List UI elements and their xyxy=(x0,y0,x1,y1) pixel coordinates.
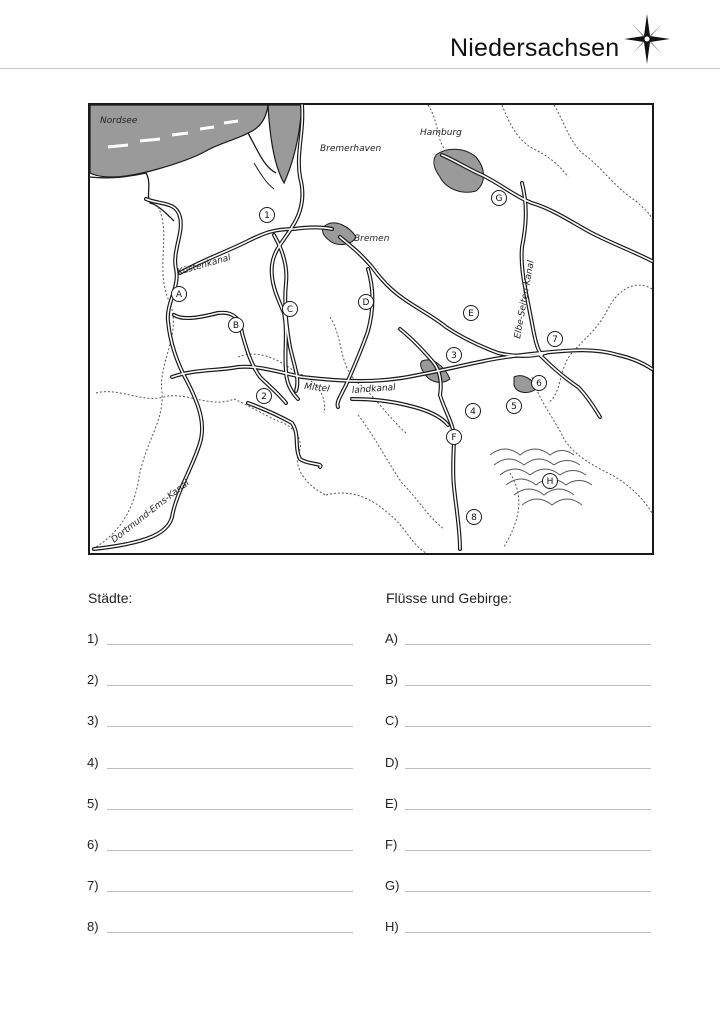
river-row xyxy=(385,919,651,939)
city-row xyxy=(87,755,353,775)
river-answer-line[interactable] xyxy=(405,891,651,892)
city-answer-line[interactable] xyxy=(107,685,353,686)
map-niedersachsen xyxy=(88,103,654,555)
city-answer-line[interactable] xyxy=(107,809,353,810)
compass-rose-icon xyxy=(622,12,672,66)
river-row xyxy=(385,713,651,733)
river-label: G) xyxy=(385,878,400,894)
marker-A xyxy=(172,287,187,302)
label-elbe-seiten-kanal: Elbe-Seiten-Kanal xyxy=(513,259,537,340)
river-label: C) xyxy=(385,713,399,729)
marker-1 xyxy=(260,208,275,223)
svg-text:8: 8 xyxy=(471,513,477,523)
city-answer-line[interactable] xyxy=(107,644,353,645)
city-label: 5) xyxy=(87,795,99,811)
svg-text:A: A xyxy=(175,290,183,300)
label-nordsee: Nordsee xyxy=(100,116,138,126)
page-title: Niedersachsen xyxy=(450,34,620,62)
river-label: D) xyxy=(385,754,399,770)
label-bremen: Bremen xyxy=(354,234,390,244)
city-row xyxy=(87,796,353,816)
rivers-heading: Flüsse und Gebirge: xyxy=(386,590,513,606)
svg-text:2: 2 xyxy=(261,392,267,402)
river-row xyxy=(385,755,651,775)
river-row xyxy=(385,631,651,651)
marker-G xyxy=(492,191,507,206)
svg-text:F: F xyxy=(451,433,457,443)
svg-text:1: 1 xyxy=(264,211,270,221)
svg-text:5: 5 xyxy=(511,402,517,412)
label-mittellandkanal-2: landkanal xyxy=(351,382,396,396)
city-row xyxy=(87,878,353,898)
svg-text:6: 6 xyxy=(536,379,542,389)
river-label: F) xyxy=(385,837,398,852)
city-label: 7) xyxy=(87,878,99,894)
city-label: 3) xyxy=(87,713,99,729)
city-answer-line[interactable] xyxy=(107,932,353,933)
river-answer-line[interactable] xyxy=(405,932,651,933)
marker-8 xyxy=(467,510,482,525)
marker-D xyxy=(359,295,374,310)
svg-text:B: B xyxy=(232,321,240,331)
city-row xyxy=(87,919,353,939)
city-row xyxy=(87,713,353,733)
river-answer-line[interactable] xyxy=(405,768,651,769)
marker-H xyxy=(543,474,558,489)
river-row xyxy=(385,837,651,857)
label-kuestenkanal: Küstenkanal xyxy=(176,253,232,278)
marker-2 xyxy=(257,389,272,404)
river-answer-line[interactable] xyxy=(405,685,651,686)
marker-F xyxy=(447,430,462,445)
river-label: E) xyxy=(385,795,398,811)
marker-C xyxy=(283,302,298,317)
svg-text:E: E xyxy=(468,309,474,319)
city-answer-line[interactable] xyxy=(107,850,353,851)
city-row xyxy=(87,631,353,651)
river-label: H) xyxy=(385,919,399,935)
city-label: 8) xyxy=(87,919,99,935)
river-answer-line[interactable] xyxy=(405,644,651,645)
city-label: 4) xyxy=(87,754,99,770)
label-hamburg: Hamburg xyxy=(420,128,462,138)
river-answer-line[interactable] xyxy=(405,809,651,810)
city-row xyxy=(87,672,353,692)
marker-6 xyxy=(532,376,547,391)
svg-text:C: C xyxy=(286,305,294,315)
svg-text:4: 4 xyxy=(470,407,476,417)
river-row xyxy=(385,878,651,898)
city-label: 2) xyxy=(87,672,99,688)
city-answer-line[interactable] xyxy=(107,891,353,892)
svg-text:H: H xyxy=(546,477,554,487)
marker-7 xyxy=(548,332,563,347)
river-answer-line[interactable] xyxy=(405,726,651,727)
svg-text:D: D xyxy=(362,298,370,308)
label-mittellandkanal-1: Mittel xyxy=(303,382,330,395)
marker-B xyxy=(229,318,244,333)
label-dortmund-ems-kanal: Dortmund-Ems-Kanal xyxy=(109,478,192,546)
river-label: A) xyxy=(385,631,398,646)
city-label: 6) xyxy=(87,837,99,852)
marker-4 xyxy=(466,404,481,419)
label-bremerhaven: Bremerhaven xyxy=(320,144,382,154)
river-label: B) xyxy=(385,672,398,688)
city-row xyxy=(87,837,353,857)
svg-text:7: 7 xyxy=(552,335,558,345)
marker-E xyxy=(464,306,479,321)
city-answer-line[interactable] xyxy=(107,726,353,727)
svg-text:3: 3 xyxy=(451,351,457,361)
river-row xyxy=(385,672,651,692)
cities-heading: Städte: xyxy=(88,590,133,606)
marker-5 xyxy=(507,399,522,414)
river-row xyxy=(385,796,651,816)
city-answer-line[interactable] xyxy=(107,768,353,769)
marker-3 xyxy=(447,348,462,363)
svg-text:G: G xyxy=(495,194,503,204)
river-answer-line[interactable] xyxy=(405,850,651,851)
city-label: 1) xyxy=(87,631,99,646)
header-divider xyxy=(0,68,720,69)
